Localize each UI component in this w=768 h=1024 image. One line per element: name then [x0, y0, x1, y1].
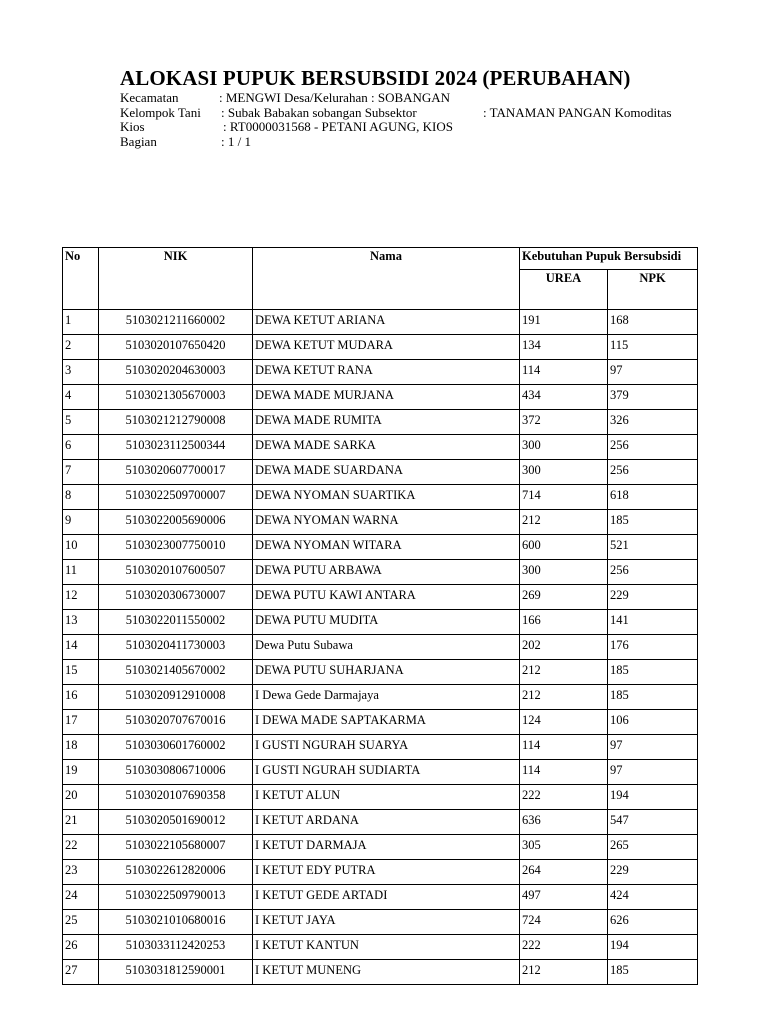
- cell-npk: 265: [608, 835, 698, 860]
- cell-nik: 5103021211660002: [99, 310, 253, 335]
- cell-npk: 194: [608, 935, 698, 960]
- cell-nama: I KETUT EDY PUTRA: [253, 860, 520, 885]
- cell-npk: 194: [608, 785, 698, 810]
- cell-urea: 166: [520, 610, 608, 635]
- table-row: [63, 835, 698, 860]
- table-row: [63, 460, 698, 485]
- cell-nama: I KETUT JAYA: [253, 910, 520, 935]
- table-row: [63, 885, 698, 910]
- cell-urea: 434: [520, 385, 608, 410]
- cell-no: 1: [63, 310, 99, 335]
- cell-npk: 185: [608, 685, 698, 710]
- table-row: [63, 585, 698, 610]
- allocation-table-container: [62, 247, 697, 977]
- table-row: [63, 360, 698, 385]
- cell-nik: 5103020107690358: [99, 785, 253, 810]
- table-row: [63, 435, 698, 460]
- cell-npk: 521: [608, 535, 698, 560]
- cell-npk: 229: [608, 860, 698, 885]
- cell-nik: 5103033112420253: [99, 935, 253, 960]
- cell-nik: 5103021405670002: [99, 660, 253, 685]
- header-npk: NPK: [608, 270, 698, 310]
- document-title: ALOKASI PUPUK BERSUBSIDI 2024 (PERUBAHAN): [120, 66, 631, 90]
- cell-nama: DEWA NYOMAN SUARTIKA: [253, 485, 520, 510]
- cell-urea: 114: [520, 360, 608, 385]
- cell-nama: I KETUT MUNENG: [253, 960, 520, 985]
- cell-no: 4: [63, 385, 99, 410]
- cell-no: 19: [63, 760, 99, 785]
- table-row: [63, 810, 698, 835]
- table-row: [63, 335, 698, 360]
- cell-nik: 5103020107650420: [99, 335, 253, 360]
- cell-npk: 185: [608, 660, 698, 685]
- cell-urea: 212: [520, 685, 608, 710]
- cell-npk: 229: [608, 585, 698, 610]
- cell-no: 22: [63, 835, 99, 860]
- table-row: [63, 660, 698, 685]
- cell-no: 8: [63, 485, 99, 510]
- table-row: [63, 560, 698, 585]
- table-row: [63, 510, 698, 535]
- cell-npk: 168: [608, 310, 698, 335]
- cell-urea: 264: [520, 860, 608, 885]
- cell-nama: DEWA MADE RUMITA: [253, 410, 520, 435]
- cell-npk: 618: [608, 485, 698, 510]
- cell-nama: I KETUT DARMAJA: [253, 835, 520, 860]
- cell-urea: 222: [520, 935, 608, 960]
- cell-no: 23: [63, 860, 99, 885]
- cell-nama: DEWA MADE SUARDANA: [253, 460, 520, 485]
- cell-nama: Dewa Putu Subawa: [253, 635, 520, 660]
- cell-nama: DEWA NYOMAN WITARA: [253, 535, 520, 560]
- cell-urea: 212: [520, 660, 608, 685]
- meta-label: Bagian: [120, 133, 157, 149]
- table-row: [63, 760, 698, 785]
- cell-nama: DEWA MADE MURJANA: [253, 385, 520, 410]
- cell-nik: 5103021212790008: [99, 410, 253, 435]
- cell-npk: 256: [608, 560, 698, 585]
- meta-label: Kelompok Tani: [120, 104, 201, 120]
- cell-nik: 5103020306730007: [99, 585, 253, 610]
- cell-npk: 424: [608, 885, 698, 910]
- cell-nama: DEWA KETUT MUDARA: [253, 335, 520, 360]
- cell-npk: 176: [608, 635, 698, 660]
- cell-npk: 106: [608, 710, 698, 735]
- cell-urea: 300: [520, 560, 608, 585]
- cell-urea: 497: [520, 885, 608, 910]
- table-row: [63, 385, 698, 410]
- cell-urea: 600: [520, 535, 608, 560]
- cell-npk: 97: [608, 360, 698, 385]
- cell-npk: 326: [608, 410, 698, 435]
- table-header-row: [63, 248, 698, 270]
- cell-no: 20: [63, 785, 99, 810]
- cell-nik: 5103020707670016: [99, 710, 253, 735]
- table-row: [63, 535, 698, 560]
- cell-no: 6: [63, 435, 99, 460]
- cell-no: 9: [63, 510, 99, 535]
- table-row: [63, 710, 698, 735]
- table-row: [63, 310, 698, 335]
- meta-extra: : TANAMAN PANGAN Komoditas: [483, 104, 672, 120]
- meta-value: : Subak Babakan sobangan Subsektor: [221, 104, 417, 120]
- cell-nik: 5103023007750010: [99, 535, 253, 560]
- meta-label: Kecamatan: [120, 90, 179, 105]
- meta-value: : RT0000031568 - PETANI AGUNG, KIOS: [223, 119, 454, 134]
- cell-nik: 5103020107600507: [99, 560, 253, 585]
- cell-nik: 5103020501690012: [99, 810, 253, 835]
- allocation-table: [62, 247, 698, 985]
- cell-npk: 379: [608, 385, 698, 410]
- cell-npk: 547: [608, 810, 698, 835]
- cell-nama: I KETUT ARDANA: [253, 810, 520, 835]
- cell-no: 14: [63, 635, 99, 660]
- cell-nama: I GUSTI NGURAH SUARYA: [253, 735, 520, 760]
- meta-value: : 1 / 1: [221, 133, 251, 149]
- cell-no: 18: [63, 735, 99, 760]
- table-row: [63, 410, 698, 435]
- cell-no: 27: [63, 960, 99, 985]
- cell-nama: I KETUT ALUN: [253, 785, 520, 810]
- table-row: [63, 910, 698, 935]
- cell-no: 13: [63, 610, 99, 635]
- cell-nik: 5103022509790013: [99, 885, 253, 910]
- table-row: [63, 785, 698, 810]
- header-no: No: [63, 248, 99, 310]
- table-row: [63, 485, 698, 510]
- cell-nik: 5103022509700007: [99, 485, 253, 510]
- cell-no: 16: [63, 685, 99, 710]
- cell-nik: 5103020411730003: [99, 635, 253, 660]
- cell-nik: 5103021010680016: [99, 910, 253, 935]
- cell-npk: 256: [608, 435, 698, 460]
- cell-nama: DEWA PUTU MUDITA: [253, 610, 520, 635]
- cell-urea: 134: [520, 335, 608, 360]
- cell-urea: 372: [520, 410, 608, 435]
- cell-no: 2: [63, 335, 99, 360]
- cell-nik: 5103020912910008: [99, 685, 253, 710]
- cell-no: 24: [63, 885, 99, 910]
- table-row: [63, 685, 698, 710]
- cell-urea: 114: [520, 735, 608, 760]
- cell-urea: 202: [520, 635, 608, 660]
- cell-nik: 5103020607700017: [99, 460, 253, 485]
- cell-urea: 222: [520, 785, 608, 810]
- cell-no: 26: [63, 935, 99, 960]
- cell-nama: DEWA PUTU SUHARJANA: [253, 660, 520, 685]
- table-row: [63, 935, 698, 960]
- cell-nama: DEWA PUTU KAWI ANTARA: [253, 585, 520, 610]
- cell-urea: 300: [520, 435, 608, 460]
- cell-npk: 185: [608, 510, 698, 535]
- table-row: [63, 860, 698, 885]
- table-body: [63, 310, 698, 985]
- cell-nik: 5103030806710006: [99, 760, 253, 785]
- cell-nik: 5103022612820006: [99, 860, 253, 885]
- cell-urea: 269: [520, 585, 608, 610]
- cell-nama: DEWA PUTU ARBAWA: [253, 560, 520, 585]
- cell-no: 21: [63, 810, 99, 835]
- cell-nik: 5103021305670003: [99, 385, 253, 410]
- cell-urea: 114: [520, 760, 608, 785]
- table-row: [63, 735, 698, 760]
- header-nik: NIK: [99, 248, 253, 310]
- header-nama: Nama: [253, 248, 520, 310]
- table-row: [63, 960, 698, 985]
- cell-no: 12: [63, 585, 99, 610]
- cell-no: 25: [63, 910, 99, 935]
- cell-nama: I KETUT GEDE ARTADI: [253, 885, 520, 910]
- cell-urea: 714: [520, 485, 608, 510]
- cell-nik: 5103031812590001: [99, 960, 253, 985]
- cell-urea: 724: [520, 910, 608, 935]
- cell-npk: 115: [608, 335, 698, 360]
- cell-nama: I Dewa Gede Darmajaya: [253, 685, 520, 710]
- meta-label: Kios: [120, 119, 145, 134]
- cell-urea: 636: [520, 810, 608, 835]
- cell-no: 11: [63, 560, 99, 585]
- cell-urea: 300: [520, 460, 608, 485]
- cell-nama: I KETUT KANTUN: [253, 935, 520, 960]
- cell-nama: DEWA NYOMAN WARNA: [253, 510, 520, 535]
- cell-npk: 626: [608, 910, 698, 935]
- cell-nik: 5103022011550002: [99, 610, 253, 635]
- cell-urea: 124: [520, 710, 608, 735]
- cell-nik: 5103030601760002: [99, 735, 253, 760]
- cell-urea: 212: [520, 960, 608, 985]
- cell-nama: DEWA MADE SARKA: [253, 435, 520, 460]
- cell-npk: 185: [608, 960, 698, 985]
- cell-nama: DEWA KETUT RANA: [253, 360, 520, 385]
- header-kebutuhan: Kebutuhan Pupuk Bersubsidi: [520, 248, 698, 270]
- cell-nik: 5103023112500344: [99, 435, 253, 460]
- cell-no: 15: [63, 660, 99, 685]
- table-row: [63, 635, 698, 660]
- cell-nama: DEWA KETUT ARIANA: [253, 310, 520, 335]
- cell-nama: I GUSTI NGURAH SUDIARTA: [253, 760, 520, 785]
- cell-no: 7: [63, 460, 99, 485]
- table-row: [63, 610, 698, 635]
- cell-npk: 97: [608, 760, 698, 785]
- cell-npk: 256: [608, 460, 698, 485]
- cell-npk: 97: [608, 735, 698, 760]
- cell-no: 10: [63, 535, 99, 560]
- cell-no: 17: [63, 710, 99, 735]
- cell-no: 5: [63, 410, 99, 435]
- cell-urea: 191: [520, 310, 608, 335]
- cell-urea: 212: [520, 510, 608, 535]
- cell-urea: 305: [520, 835, 608, 860]
- cell-nik: 5103020204630003: [99, 360, 253, 385]
- cell-no: 3: [63, 360, 99, 385]
- cell-nik: 5103022005690006: [99, 510, 253, 535]
- meta-value: : MENGWI Desa/Kelurahan : SOBANGAN: [219, 90, 451, 105]
- cell-nama: I DEWA MADE SAPTAKARMA: [253, 710, 520, 735]
- cell-nik: 5103022105680007: [99, 835, 253, 860]
- header-urea: UREA: [520, 270, 608, 310]
- cell-npk: 141: [608, 610, 698, 635]
